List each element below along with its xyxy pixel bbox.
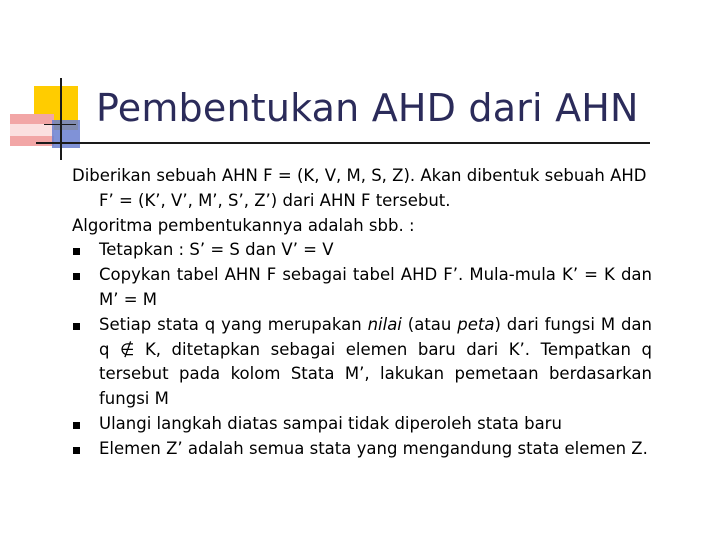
intro-paragraph: Diberikan sebuah AHN F = (K, V, M, S, Z). Akan dibentuk sebuah AHD F’ = (K’, V’, M’, S’, Z’) dari AHN F tersebut. [72, 166, 647, 210]
list-item [72, 437, 652, 462]
decor-short-line [44, 124, 76, 125]
slide-body [72, 164, 652, 462]
list-item-text-part: Setiap stata q yang merupakan [99, 314, 368, 334]
list-item-text: Elemen Z’ adalah semua stata yang mengandung stata elemen Z. [99, 438, 648, 458]
algorithm-heading: Algoritma pembentukannya adalah sbb. : [72, 215, 415, 235]
square-bullet-icon [73, 273, 80, 280]
square-bullet-icon [73, 422, 80, 429]
list-item-text-part: ) dari fungsi M dan q ∉ K, ditetapkan sebagai elemen baru dari K’. Tempatkan q tersebut pada kolom Stata M’, lakukan pemetaan berdasarkan fungsi M [99, 314, 652, 409]
list-item-text-part: (atau [401, 314, 458, 334]
square-bullet-icon [73, 447, 80, 454]
list-item [72, 313, 652, 412]
square-bullet-icon [73, 323, 80, 330]
list-item-text: Tetapkan : S’ = S dan V’ = V [99, 240, 334, 260]
list-item [72, 238, 652, 263]
slide-title: Pembentukan AHD dari AHN [96, 86, 639, 130]
list-item-emphasis: peta [457, 314, 495, 334]
list-item-text: Ulangi langkah diatas sampai tidak diperoleh stata baru [99, 413, 562, 433]
title-underline [36, 142, 650, 144]
list-item-text: Copykan tabel AHN F sebagai tabel AHD F’. Mula-mula K’ = K dan M’ = M [99, 265, 652, 309]
step-list [72, 238, 652, 461]
list-item-emphasis: nilai [367, 314, 402, 334]
list-item [72, 263, 652, 313]
decor-vertical-line [60, 78, 62, 160]
square-bullet-icon [73, 248, 80, 255]
list-item [72, 412, 652, 437]
